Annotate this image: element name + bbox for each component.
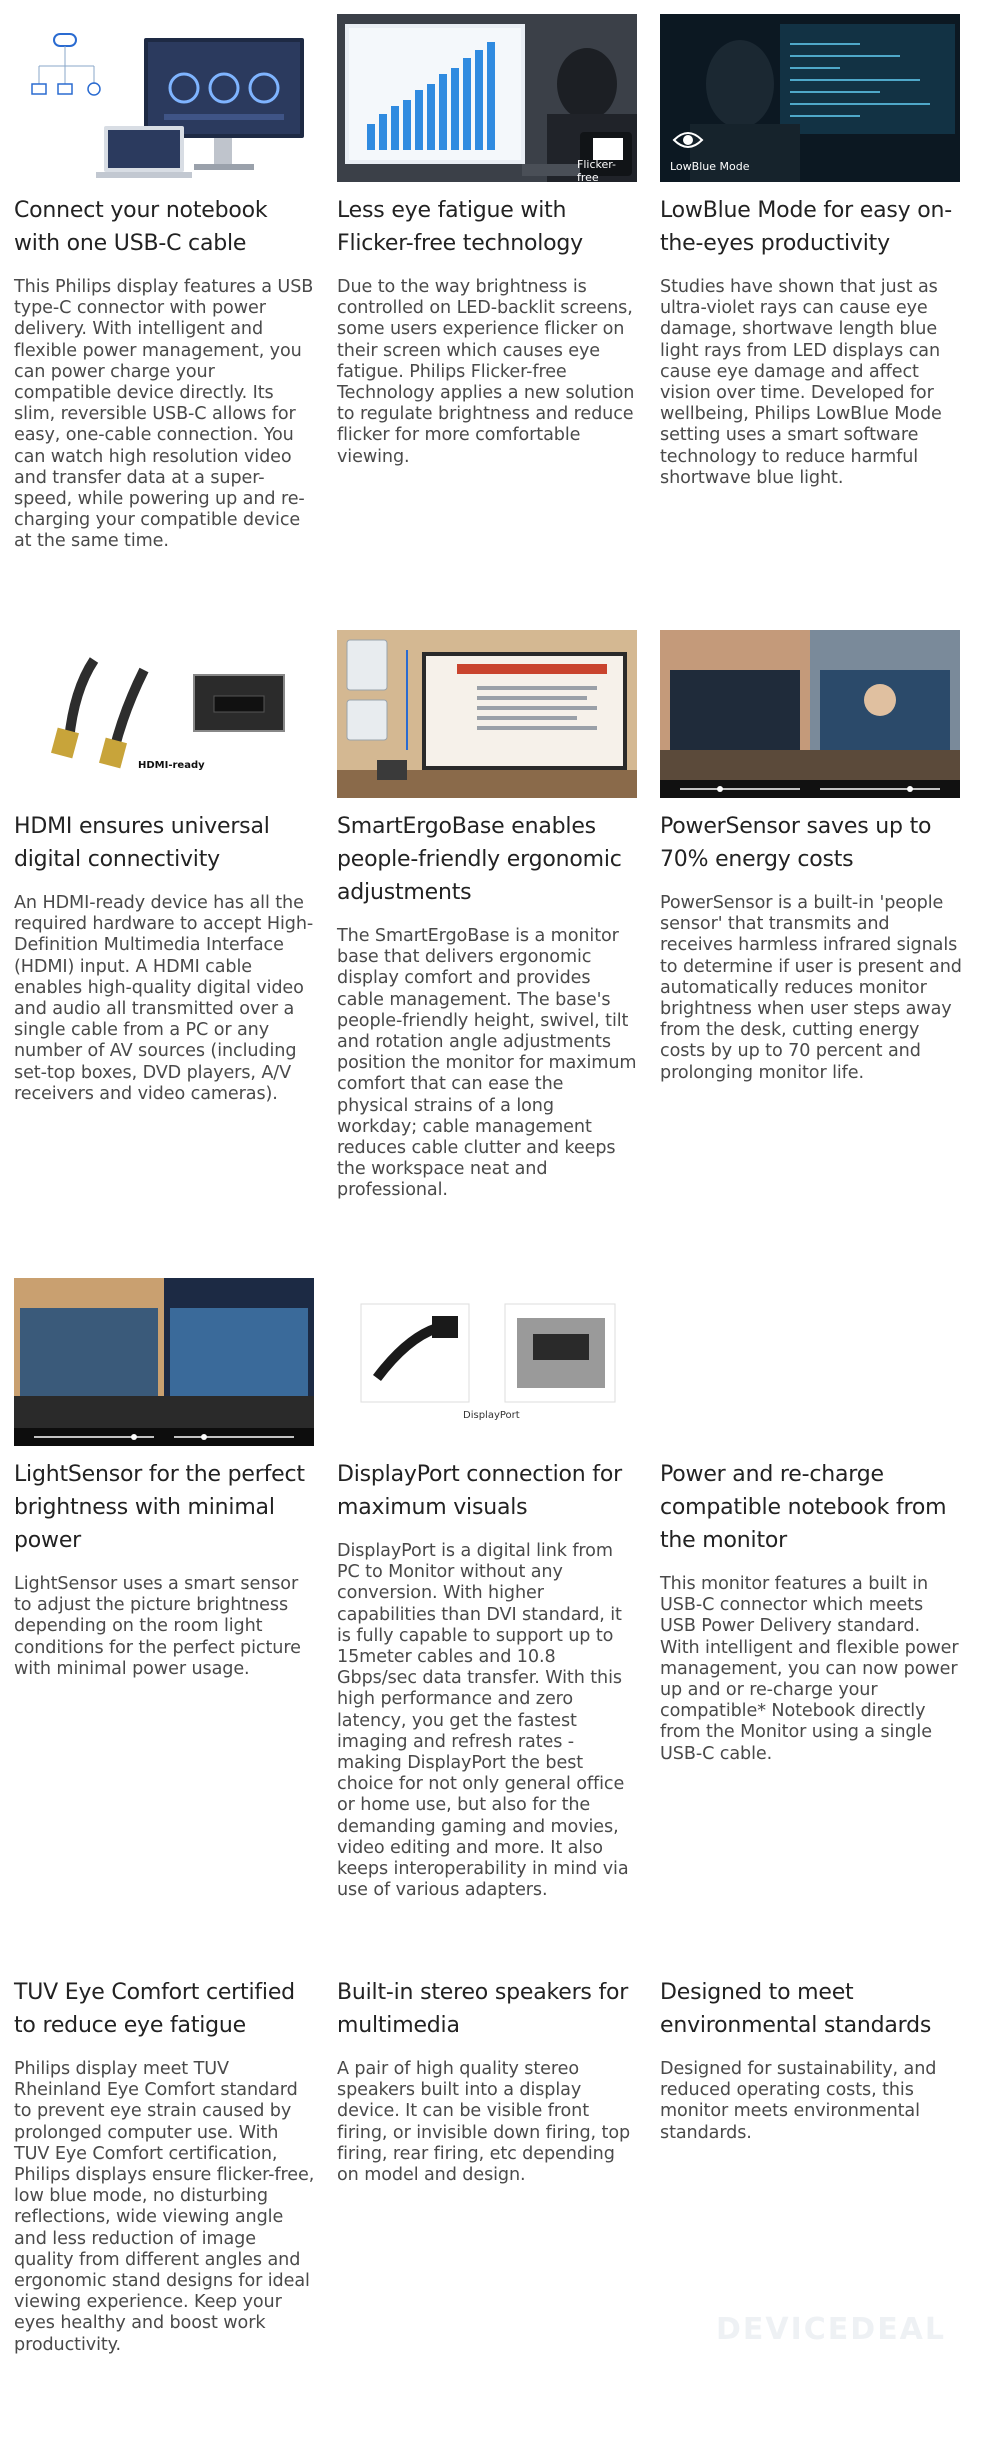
feature-title: Designed to meet environmental standards xyxy=(660,1980,932,2038)
feature-description: The SmartErgoBase is a monitor base that delivers ergonomic display comfort and provides cable management. The base's people-friendly height, swivel, tilt and rotation angle adjustments position the monitor for maximum comfort that can ease the physical strains of a long workday; cable management reduces cable clutter and keeps the workspace neat and professional. xyxy=(337,926,637,1201)
feature-title: PowerSensor saves up to 70% energy costs xyxy=(660,814,932,872)
lightsensor-photo xyxy=(14,1278,314,1446)
feature-title: LightSensor for the perfect brightness with minimal power xyxy=(14,1462,305,1553)
feature-description: Due to the way brightness is controlled on LED-backlit screens, some users experience flicker on their screen which causes eye fatigue. Philips Flicker-free Technology applies a new solution to regulate brightness and reduce flicker for more comfortable viewing. xyxy=(337,277,635,467)
powersensor-photo xyxy=(660,630,960,798)
feature-title: Connect your notebook with one USB-C cable xyxy=(14,198,268,256)
flicker-free-caption: Flicker-free xyxy=(577,158,617,182)
usb-c-illustration xyxy=(14,14,314,182)
watermark-logo: DEVICEDEAL xyxy=(716,2312,947,2347)
lowblue-caption: LowBlue Mode xyxy=(670,160,750,173)
displayport-caption: DisplayPort xyxy=(463,1410,520,1421)
feature-description: This Philips display features a USB type-C connector with power delivery. With intelligent and flexible power management, you can power charge your compatible device directly. Its slim, reversible USB-C allows for easy, one-cable connection. You can watch high resolution video and transfer data at a super-speed, while powering up and re-charging your compatible device at the same time. xyxy=(14,277,314,552)
feature-description: Studies have shown that just as ultra-violet rays can cause eye damage, shortwave length blue light rays from LED displays can cause eye damage and affect vision over time. Developed for wellbeing, Philips LowBlue Mode setting uses a smart software technology to reduce harmful shortwave blue light. xyxy=(660,277,942,488)
hdmi-illustration xyxy=(14,630,314,798)
feature-title: HDMI ensures universal digital connectivity xyxy=(14,814,270,872)
displayport-illustration xyxy=(337,1278,637,1446)
feature-title: DisplayPort connection for maximum visuals xyxy=(337,1462,622,1520)
feature-title: TUV Eye Comfort certified to reduce eye fatigue xyxy=(14,1980,295,2038)
feature-description: LightSensor uses a smart sensor to adjust the picture brightness depending on the room light conditions for the perfect picture with minimal power usage. xyxy=(14,1574,301,1679)
feature-title: LowBlue Mode for easy on-the-eyes productivity xyxy=(660,198,953,256)
hdmi-caption: HDMI-ready xyxy=(138,760,205,771)
feature-title: SmartErgoBase enables people-friendly ergonomic adjustments xyxy=(337,814,622,905)
feature-title: Less eye fatigue with Flicker-free technology xyxy=(337,198,583,256)
feature-description: Philips display meet TUV Rheinland Eye Comfort standard to prevent eye strain caused by prolonged computer use. With TUV Eye Comfort certification, Philips displays ensure flicker-free, low blue mode, no disturbing reflections, wide viewing angle and less reduction of image quality from different angles and ergonomic stand designs for ideal viewing experience. Keep your eyes healthy and boost work productivity. xyxy=(14,2059,315,2355)
feature-description: PowerSensor is a built-in 'people sensor' that transmits and receives harmless infrared signals to determine if user is present and automatically reduces monitor brightness when user steps away from the desk, cutting energy costs by up to 70 percent and prolonging monitor life. xyxy=(660,893,962,1083)
feature-description: This monitor features a built in USB-C connector which meets USB Power Delivery standard. With intelligent and flexible power management, you can now power up and or re-charge your compatible* Notebook directly from the Monitor using a single USB-C cable. xyxy=(660,1574,959,1764)
feature-description: DisplayPort is a digital link from PC to Monitor without any conversion. With higher capabilities than DVI standard, it is fully capable to support up to 15meter cables and 10.8 Gbps/sec data transfer. With this high performance and zero latency, you get the fastest imaging and refresh rates - making DisplayPort the best choice for not only general office or home use, but also for the demanding gaming and movies, video editing and more. It also keeps interoperability in mind via use of various adapters. xyxy=(337,1541,629,1901)
feature-title: Power and re-charge compatible notebook from the monitor xyxy=(660,1462,947,1553)
smartergobase-photo xyxy=(337,630,637,798)
feature-description: An HDMI-ready device has all the required hardware to accept High-Definition Multimedia Interface (HDMI) input. A HDMI cable enables high-quality digital video and audio all transmitted over a single cable from a PC or any number of AV sources (including set-top boxes, DVD players, A/V receivers and video cameras). xyxy=(14,893,314,1104)
feature-description: A pair of high quality stereo speakers built into a display device. It can be visible front firing, or invisible down firing, top firing, rear firing, etc depending on model and design. xyxy=(337,2059,631,2186)
feature-description: Designed for sustainability, and reduced operating costs, this monitor meets environmental standards. xyxy=(660,2059,937,2143)
lowblue-photo xyxy=(660,14,960,182)
feature-title: Built-in stereo speakers for multimedia xyxy=(337,1980,629,2038)
flicker-free-photo xyxy=(337,14,637,182)
